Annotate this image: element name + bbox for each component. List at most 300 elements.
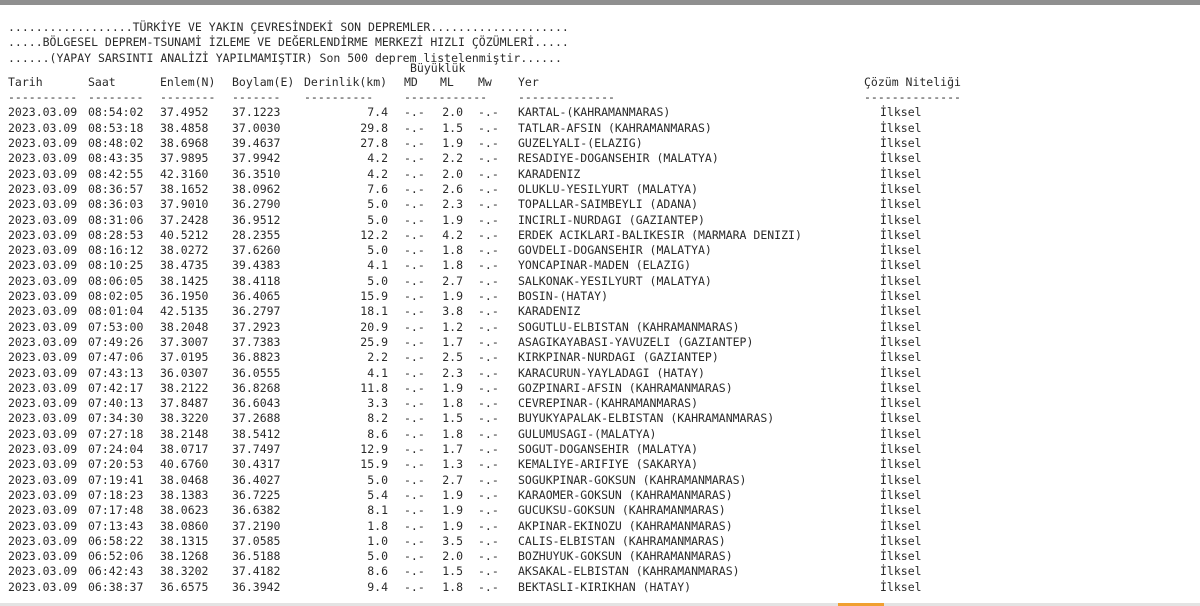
row-md: -.- — [404, 487, 425, 502]
row-depth: 5.0 — [367, 243, 388, 258]
row-solution: İlksel — [880, 503, 922, 518]
col-md: MD — [404, 74, 418, 89]
row-lon: 36.7225 — [232, 487, 281, 502]
table-row — [8, 580, 1196, 595]
row-mw: -.- — [478, 503, 499, 518]
row-date: 2023.03.09 — [8, 487, 78, 502]
earthquake-report — [8, 20, 1196, 595]
row-date: 2023.03.09 — [8, 105, 78, 120]
row-location: YONCAPINAR-MADEN (ELAZIG) — [518, 258, 692, 273]
table-row — [8, 258, 1196, 273]
row-solution: İlksel — [880, 304, 922, 319]
row-mw: -.- — [478, 120, 499, 135]
row-location: AKPINAR-EKINOZU (KAHRAMANMARAS) — [518, 518, 733, 533]
row-solution: İlksel — [880, 564, 922, 579]
row-lon: 37.2688 — [232, 411, 281, 426]
row-date: 2023.03.09 — [8, 304, 78, 319]
row-solution: İlksel — [880, 533, 922, 548]
row-mw: -.- — [478, 273, 499, 288]
row-date: 2023.03.09 — [8, 365, 78, 380]
row-md: -.- — [404, 579, 425, 594]
row-location: SALKONAK-YESILYURT (MALATYA) — [518, 273, 712, 288]
row-depth: 2.2 — [367, 350, 388, 365]
title-line-3: ......(YAPAY SARSINTI ANALİZİ YAPILMAMIŞTIR) Son 500 deprem listelenmiştir...... — [8, 50, 562, 65]
row-lon: 37.4182 — [232, 564, 281, 579]
quake-rows — [8, 105, 1196, 595]
row-lat: 37.2428 — [160, 212, 209, 227]
title-line-2: .....BÖLGESEL DEPREM-TSUNAMİ İZLEME VE DEĞERLENDİRME MERKEZİ HIZLI ÇÖZÜMLERİ..... — [8, 35, 569, 50]
column-separators — [8, 90, 1196, 105]
row-depth: 5.0 — [367, 549, 388, 564]
row-mw: -.- — [478, 105, 499, 120]
row-time: 08:43:35 — [88, 151, 144, 166]
row-location: SOGUT-DOGANSEHIR (MALATYA) — [518, 442, 699, 457]
row-depth: 29.8 — [360, 120, 388, 135]
row-location: ERDEK ACIKLARI-BALIKESIR (MARMARA DENIZI) — [518, 227, 802, 242]
row-solution: İlksel — [880, 380, 922, 395]
row-time: 07:40:13 — [88, 396, 144, 411]
row-lat: 38.0623 — [160, 503, 209, 518]
row-date: 2023.03.09 — [8, 120, 78, 135]
row-date: 2023.03.09 — [8, 472, 78, 487]
row-lon: 37.2190 — [232, 518, 281, 533]
row-time: 07:17:48 — [88, 503, 144, 518]
row-md: -.- — [404, 273, 425, 288]
row-date: 2023.03.09 — [8, 564, 78, 579]
row-depth: 15.9 — [360, 289, 388, 304]
row-depth: 8.2 — [367, 411, 388, 426]
row-date: 2023.03.09 — [8, 334, 78, 349]
row-ml: 1.8 — [442, 396, 463, 411]
row-ml: 2.7 — [442, 472, 463, 487]
row-depth: 4.1 — [367, 365, 388, 380]
row-lon: 36.8823 — [232, 350, 281, 365]
row-lon: 36.8268 — [232, 380, 281, 395]
row-depth: 1.8 — [367, 518, 388, 533]
row-mw: -.- — [478, 197, 499, 212]
table-row — [8, 289, 1196, 304]
row-location: KARTAL-(KAHRAMANMARAS) — [518, 105, 671, 120]
row-lat: 37.4952 — [160, 105, 209, 120]
row-ml: 1.9 — [442, 518, 463, 533]
row-md: -.- — [404, 365, 425, 380]
row-md: -.- — [404, 151, 425, 166]
row-date: 2023.03.09 — [8, 426, 78, 441]
row-depth: 1.0 — [367, 533, 388, 548]
row-depth: 9.4 — [367, 579, 388, 594]
sep-depth: ---------- — [304, 90, 374, 105]
row-time: 08:42:55 — [88, 166, 144, 181]
row-mw: -.- — [478, 396, 499, 411]
row-depth: 12.2 — [360, 227, 388, 242]
row-md: -.- — [404, 564, 425, 579]
row-md: -.- — [404, 258, 425, 273]
row-md: -.- — [404, 334, 425, 349]
row-mw: -.- — [478, 579, 499, 594]
row-md: -.- — [404, 243, 425, 258]
row-solution: İlksel — [880, 243, 922, 258]
row-ml: 2.7 — [442, 273, 463, 288]
col-mw: Mw — [478, 74, 492, 89]
row-lat: 38.1425 — [160, 273, 209, 288]
row-ml: 2.3 — [442, 197, 463, 212]
row-time: 08:06:05 — [88, 273, 144, 288]
magnitude-group-label: Büyüklük — [410, 60, 466, 75]
row-solution: İlksel — [880, 227, 922, 242]
sep-lon: ------- — [232, 90, 281, 105]
row-lat: 38.0272 — [160, 243, 209, 258]
row-time: 08:48:02 — [88, 136, 144, 151]
row-date: 2023.03.09 — [8, 181, 78, 196]
row-mw: -.- — [478, 151, 499, 166]
row-location: GULUMUSAGI-(MALATYA) — [518, 426, 657, 441]
table-row — [8, 151, 1196, 166]
row-location: INCIRLI-NURDAGI (GAZIANTEP) — [518, 212, 705, 227]
row-lon: 36.3510 — [232, 166, 281, 181]
row-mw: -.- — [478, 426, 499, 441]
row-solution: İlksel — [880, 197, 922, 212]
row-location: RESADIYE-DOGANSEHIR (MALATYA) — [518, 151, 719, 166]
row-ml: 1.9 — [442, 289, 463, 304]
row-md: -.- — [404, 472, 425, 487]
magnitude-group-header — [8, 62, 1196, 75]
row-time: 06:38:37 — [88, 579, 144, 594]
row-depth: 8.6 — [367, 564, 388, 579]
row-date: 2023.03.09 — [8, 273, 78, 288]
row-md: -.- — [404, 533, 425, 548]
row-solution: İlksel — [880, 442, 922, 457]
row-lat: 37.3007 — [160, 334, 209, 349]
row-lat: 38.1652 — [160, 181, 209, 196]
table-row — [8, 335, 1196, 350]
row-location: KEMALIYE-ARIFIYE (SAKARYA) — [518, 457, 699, 472]
table-row — [8, 427, 1196, 442]
row-lon: 36.9512 — [232, 212, 281, 227]
row-date: 2023.03.09 — [8, 457, 78, 472]
row-location: KARADENIZ — [518, 304, 581, 319]
row-lat: 38.1383 — [160, 487, 209, 502]
row-mw: -.- — [478, 442, 499, 457]
row-depth: 3.3 — [367, 396, 388, 411]
table-row — [8, 350, 1196, 365]
table-row — [8, 197, 1196, 212]
row-depth: 15.9 — [360, 457, 388, 472]
row-depth: 20.9 — [360, 319, 388, 334]
row-ml: 1.7 — [442, 334, 463, 349]
row-lat: 42.5135 — [160, 304, 209, 319]
row-md: -.- — [404, 304, 425, 319]
row-ml: 1.9 — [442, 136, 463, 151]
row-md: -.- — [404, 457, 425, 472]
row-date: 2023.03.09 — [8, 579, 78, 594]
row-depth: 4.2 — [367, 166, 388, 181]
row-lon: 39.4637 — [232, 136, 281, 151]
row-ml: 1.8 — [442, 426, 463, 441]
table-row — [8, 381, 1196, 396]
row-solution: İlksel — [880, 472, 922, 487]
row-time: 07:18:23 — [88, 487, 144, 502]
row-location: CALIS-ELBISTAN (KAHRAMANMARAS) — [518, 533, 726, 548]
title-line-1: ..................TÜRKİYE VE YAKIN ÇEVRESİNDEKİ SON DEPREMLER.................... — [8, 20, 569, 34]
row-ml: 4.2 — [442, 227, 463, 242]
row-solution: İlksel — [880, 334, 922, 349]
row-location: TOPALLAR-SAIMBEYLI (ADANA) — [518, 197, 699, 212]
sep-mag: ------------ — [404, 90, 488, 105]
row-date: 2023.03.09 — [8, 350, 78, 365]
row-ml: 2.0 — [442, 166, 463, 181]
row-ml: 3.5 — [442, 533, 463, 548]
top-border — [0, 0, 1200, 5]
row-md: -.- — [404, 227, 425, 242]
row-md: -.- — [404, 166, 425, 181]
table-row — [8, 488, 1196, 503]
row-location: CEVREPINAR-(KAHRAMANMARAS) — [518, 396, 699, 411]
row-lat: 38.4735 — [160, 258, 209, 273]
table-row — [8, 549, 1196, 564]
row-lon: 37.0585 — [232, 533, 281, 548]
row-ml: 1.7 — [442, 442, 463, 457]
row-solution: İlksel — [880, 105, 922, 120]
row-lat: 37.0195 — [160, 350, 209, 365]
row-ml: 1.9 — [442, 503, 463, 518]
row-solution: İlksel — [880, 319, 922, 334]
row-mw: -.- — [478, 350, 499, 365]
row-lat: 36.6575 — [160, 579, 209, 594]
row-depth: 7.6 — [367, 181, 388, 196]
row-date: 2023.03.09 — [8, 442, 78, 457]
row-lon: 37.1223 — [232, 105, 281, 120]
row-time: 08:31:06 — [88, 212, 144, 227]
row-md: -.- — [404, 380, 425, 395]
row-lat: 40.6760 — [160, 457, 209, 472]
row-lat: 37.8487 — [160, 396, 209, 411]
col-date: Tarih — [8, 74, 43, 89]
row-location: GOVDELI-DOGANSEHIR (MALATYA) — [518, 243, 712, 258]
row-solution: İlksel — [880, 411, 922, 426]
row-depth: 5.0 — [367, 212, 388, 227]
row-mw: -.- — [478, 411, 499, 426]
table-row — [8, 396, 1196, 411]
sep-date: ---------- — [8, 90, 78, 105]
row-date: 2023.03.09 — [8, 243, 78, 258]
table-row — [8, 274, 1196, 289]
row-mw: -.- — [478, 472, 499, 487]
row-time: 07:42:17 — [88, 380, 144, 395]
row-lat: 38.3220 — [160, 411, 209, 426]
row-lat: 36.0307 — [160, 365, 209, 380]
sep-time: -------- — [88, 90, 144, 105]
row-solution: İlksel — [880, 120, 922, 135]
row-depth: 5.0 — [367, 472, 388, 487]
row-time: 08:54:02 — [88, 105, 144, 120]
table-row — [8, 121, 1196, 136]
table-row — [8, 503, 1196, 518]
table-row — [8, 411, 1196, 426]
row-lon: 36.2790 — [232, 197, 281, 212]
row-time: 07:53:00 — [88, 319, 144, 334]
report-subtitle — [8, 35, 1196, 50]
row-mw: -.- — [478, 243, 499, 258]
row-mw: -.- — [478, 334, 499, 349]
row-ml: 2.6 — [442, 181, 463, 196]
row-time: 08:16:12 — [88, 243, 144, 258]
row-mw: -.- — [478, 289, 499, 304]
row-time: 07:43:13 — [88, 365, 144, 380]
row-mw: -.- — [478, 365, 499, 380]
row-md: -.- — [404, 549, 425, 564]
row-location: BOSIN-(HATAY) — [518, 289, 609, 304]
row-solution: İlksel — [880, 258, 922, 273]
row-location: BEKTASLI-KIRIKHAN (HATAY) — [518, 579, 692, 594]
row-time: 06:52:06 — [88, 549, 144, 564]
row-mw: -.- — [478, 166, 499, 181]
row-lon: 38.5412 — [232, 426, 281, 441]
row-md: -.- — [404, 426, 425, 441]
col-lat: Enlem(N) — [160, 74, 216, 89]
row-time: 08:36:57 — [88, 181, 144, 196]
table-row — [8, 182, 1196, 197]
row-solution: İlksel — [880, 549, 922, 564]
table-row — [8, 228, 1196, 243]
table-row — [8, 519, 1196, 534]
row-lat: 38.1268 — [160, 549, 209, 564]
row-lat: 36.1950 — [160, 289, 209, 304]
row-solution: İlksel — [880, 426, 922, 441]
row-time: 07:34:30 — [88, 411, 144, 426]
row-lon: 37.6260 — [232, 243, 281, 258]
row-lat: 38.0717 — [160, 442, 209, 457]
row-ml: 1.8 — [442, 258, 463, 273]
row-time: 07:27:18 — [88, 426, 144, 441]
row-time: 07:13:43 — [88, 518, 144, 533]
row-time: 08:01:04 — [88, 304, 144, 319]
row-lon: 30.4317 — [232, 457, 281, 472]
row-lon: 36.0555 — [232, 365, 281, 380]
row-lat: 38.0468 — [160, 472, 209, 487]
table-row — [8, 320, 1196, 335]
row-mw: -.- — [478, 258, 499, 273]
col-location: Yer — [518, 74, 539, 89]
row-md: -.- — [404, 181, 425, 196]
row-date: 2023.03.09 — [8, 197, 78, 212]
row-solution: İlksel — [880, 396, 922, 411]
row-location: KARADENIZ — [518, 166, 581, 181]
row-depth: 5.4 — [367, 487, 388, 502]
row-lat: 38.3202 — [160, 564, 209, 579]
table-row — [8, 473, 1196, 488]
row-ml: 2.0 — [442, 549, 463, 564]
row-lat: 38.2048 — [160, 319, 209, 334]
row-depth: 7.4 — [367, 105, 388, 120]
row-solution: İlksel — [880, 457, 922, 472]
row-time: 07:24:04 — [88, 442, 144, 457]
row-date: 2023.03.09 — [8, 549, 78, 564]
row-date: 2023.03.09 — [8, 503, 78, 518]
row-date: 2023.03.09 — [8, 258, 78, 273]
row-ml: 1.8 — [442, 579, 463, 594]
row-solution: İlksel — [880, 579, 922, 594]
sep-solution: -------------- — [864, 90, 961, 105]
column-headers — [8, 75, 1196, 90]
row-ml: 1.5 — [442, 120, 463, 135]
row-lon: 36.4065 — [232, 289, 281, 304]
row-location: SOGUKPINAR-GOKSUN (KAHRAMANMARAS) — [518, 472, 747, 487]
row-location: BOZHUYUK-GOKSUN (KAHRAMANMARAS) — [518, 549, 733, 564]
row-location: TATLAR-AFSIN (KAHRAMANMARAS) — [518, 120, 712, 135]
row-ml: 3.8 — [442, 304, 463, 319]
row-location: AKSAKAL-ELBISTAN (KAHRAMANMARAS) — [518, 564, 740, 579]
row-lon: 38.0962 — [232, 181, 281, 196]
row-time: 08:28:53 — [88, 227, 144, 242]
row-md: -.- — [404, 197, 425, 212]
row-ml: 1.3 — [442, 457, 463, 472]
row-solution: İlksel — [880, 166, 922, 181]
row-md: -.- — [404, 136, 425, 151]
row-md: -.- — [404, 105, 425, 120]
row-depth: 8.1 — [367, 503, 388, 518]
row-lat: 38.2148 — [160, 426, 209, 441]
row-depth: 5.0 — [367, 197, 388, 212]
row-solution: İlksel — [880, 350, 922, 365]
row-location: SOGUTLU-ELBISTAN (KAHRAMANMARAS) — [518, 319, 740, 334]
row-lat: 42.3160 — [160, 166, 209, 181]
table-row — [8, 457, 1196, 472]
row-ml: 1.9 — [442, 487, 463, 502]
row-time: 06:42:43 — [88, 564, 144, 579]
row-lon: 39.4383 — [232, 258, 281, 273]
row-date: 2023.03.09 — [8, 136, 78, 151]
row-lon: 36.2797 — [232, 304, 281, 319]
row-mw: -.- — [478, 181, 499, 196]
row-time: 07:19:41 — [88, 472, 144, 487]
row-ml: 2.3 — [442, 365, 463, 380]
row-lon: 36.4027 — [232, 472, 281, 487]
row-depth: 11.8 — [360, 380, 388, 395]
row-solution: İlksel — [880, 212, 922, 227]
table-row — [8, 366, 1196, 381]
row-lon: 37.0030 — [232, 120, 281, 135]
row-md: -.- — [404, 212, 425, 227]
table-row — [8, 136, 1196, 151]
row-date: 2023.03.09 — [8, 396, 78, 411]
row-location: KARAOMER-GOKSUN (KAHRAMANMARAS) — [518, 487, 733, 502]
row-depth: 12.9 — [360, 442, 388, 457]
row-time: 07:47:06 — [88, 350, 144, 365]
table-row — [8, 213, 1196, 228]
row-mw: -.- — [478, 549, 499, 564]
row-ml: 1.8 — [442, 243, 463, 258]
col-ml: ML — [440, 74, 454, 89]
row-lon: 36.3942 — [232, 579, 281, 594]
table-row — [8, 534, 1196, 549]
row-mw: -.- — [478, 518, 499, 533]
row-md: -.- — [404, 411, 425, 426]
row-location: KIRKPINAR-NURDAGI (GAZIANTEP) — [518, 350, 719, 365]
row-solution: İlksel — [880, 518, 922, 533]
row-mw: -.- — [478, 564, 499, 579]
row-lat: 37.9010 — [160, 197, 209, 212]
row-md: -.- — [404, 503, 425, 518]
row-location: GUCUKSU-GOKSUN (KAHRAMANMARAS) — [518, 503, 726, 518]
row-location: OLUKLU-YESILYURT (MALATYA) — [518, 181, 699, 196]
col-lon: Boylam(E) — [232, 74, 295, 89]
row-lon: 36.6043 — [232, 396, 281, 411]
row-md: -.- — [404, 120, 425, 135]
row-ml: 1.9 — [442, 212, 463, 227]
table-row — [8, 243, 1196, 258]
row-solution: İlksel — [880, 273, 922, 288]
row-time: 07:20:53 — [88, 457, 144, 472]
